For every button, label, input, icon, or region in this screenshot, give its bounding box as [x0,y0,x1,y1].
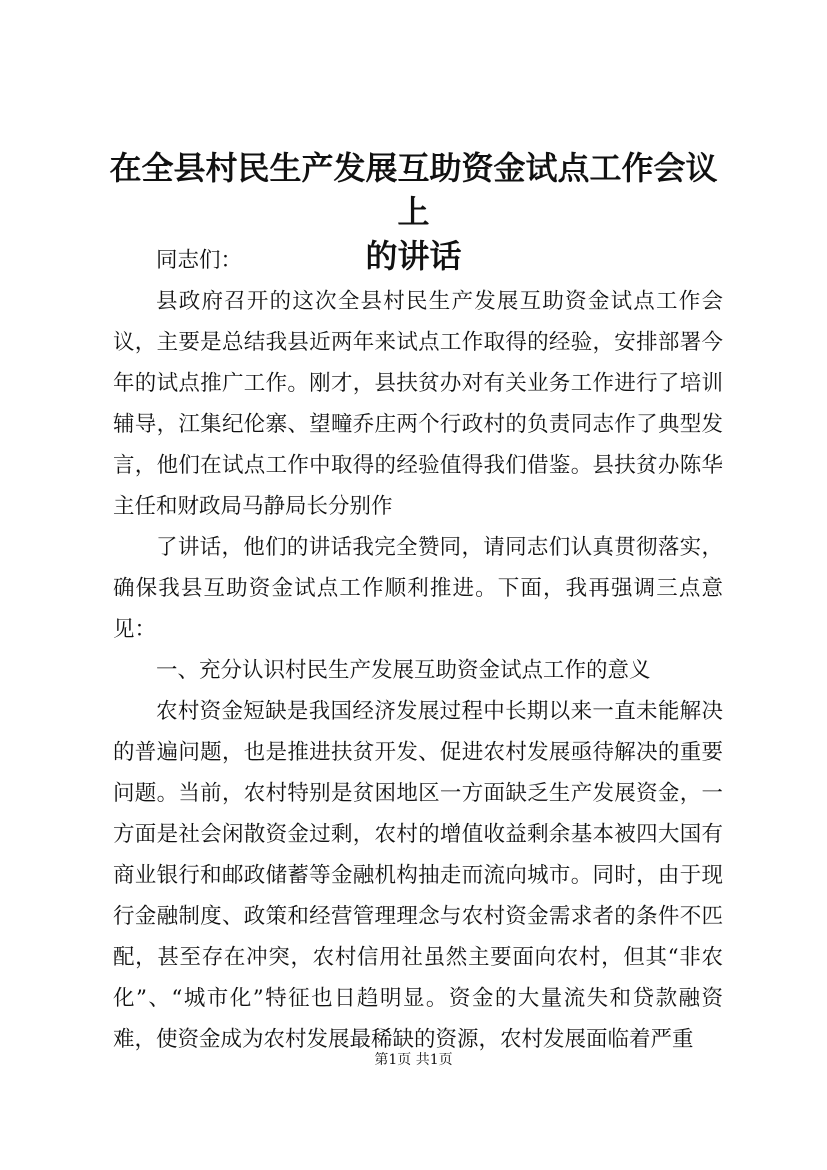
paragraph: 了讲话，他们的讲话我完全赞同，请同志们认真贯彻落实，确保我县互助资金试点工作顺利推进。下面，我再强调三点意见： [113,535,723,642]
page-footer: 第1页 共1页 [374,1052,453,1068]
salutation: 同志们： [156,248,243,273]
section-heading: 一、充分认识村民生产发展互助资金试点工作的意义 [156,658,651,683]
title-line-1: 在全县村民生产发展互助资金试点工作会议上 [109,149,718,231]
paragraph: 县政府召开的这次全县村民生产发展互助资金试点工作会议，主要是总结我县近两年来试点工作取得的经验，安排部署今年的试点推广工作。刚才，县扶贫办对有关业务工作进行了培训辅导，江集纪伦寨、望疃乔庄两个行政村的负责同志作了典型发言，他们在试点工作中取得的经验值得我们借鉴。县扶贫办陈华主任和财政局马静局长分别作 [113,289,723,519]
title-line-2: 的讲话 [365,237,462,275]
document-body [113,240,723,1060]
paragraph: 农村资金短缺是我国经济发展过程中长期以来一直未能解决的普遍问题，也是推进扶贫开发、促进农村发展亟待解决的重要问题。当前，农村特别是贫困地区一方面缺乏生产发展资金，一方面是社会闲散资金过剩，农村的增值收益剩余基本被四大国有商业银行和邮政储蓄等金融机构抽走而流向城市。同时，由于现行金融制度、政策和经营管理理念与农村资金需求者的条件不匹配，甚至存在冲突，农村信用社虽然主要面向农村，但其“非农化”、“城市化”特征也日趋明显。资金的大量流失和贷款融资难，使资金成为农村发展最稀缺的资源，农村发展面临着严重 [113,699,723,1052]
